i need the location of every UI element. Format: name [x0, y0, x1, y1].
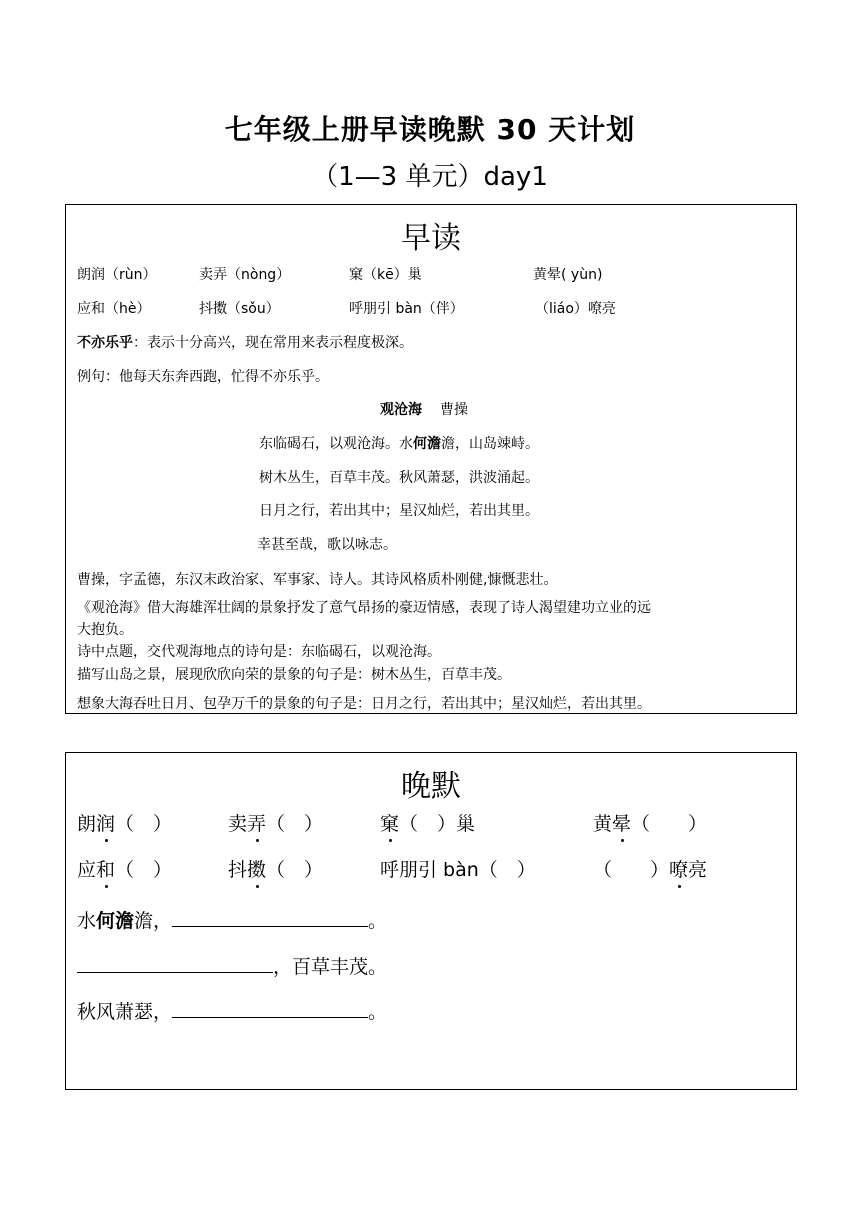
- dictation-item: 应和（ ）: [77, 855, 172, 882]
- fill-blank-line: 秋风萧瑟， 。: [77, 1001, 388, 1023]
- poem-line: 东临碣石，以观沧海。水何澹澹，山岛竦峙。: [259, 436, 539, 452]
- dictation-item: （ ）嘹亮: [593, 855, 707, 882]
- dictation-item: 窠（ ）巢: [380, 809, 475, 836]
- poem-line: 幸甚至哉，歌以咏志。: [257, 537, 397, 553]
- note-line: 想象大海吞吐日月、包孕万千的景象的句子是：日月之行，若出其中；星汉灿烂，若出其里。: [77, 696, 651, 712]
- dictation-item: 抖擞（ ）: [228, 855, 323, 882]
- note-line: 曹操，字孟德，东汉末政治家、军事家、诗人。其诗风格质朴刚健,慷慨悲壮。: [77, 572, 558, 588]
- idiom-def: ：表示十分高兴，现在常用来表示程度极深。: [133, 335, 413, 351]
- dictation-item: 呼朋引 bàn（ ）: [380, 859, 536, 881]
- dictation-item: 黄晕（ ）: [593, 809, 707, 836]
- evening-dictation-box: [65, 752, 797, 1090]
- fill-blank-line: ，百草丰茂。: [77, 952, 387, 979]
- poem-line: 日月之行，若出其中；星汉灿烂，若出其里。: [259, 503, 539, 519]
- morning-reading-box: [65, 204, 797, 714]
- vocab-item: 抖擞（sǒu）: [199, 301, 280, 317]
- poem-heading: [380, 399, 468, 419]
- poem-author: 曹操: [440, 402, 468, 418]
- dictation-item: 朗润（ ）: [77, 809, 172, 836]
- evening-heading: 晚默: [401, 769, 461, 804]
- answer-blank[interactable]: [77, 954, 273, 973]
- idiom-definition: [77, 332, 413, 352]
- dictation-item: 卖弄（ ）: [228, 809, 323, 836]
- poem-line: 树木丛生，百草丰茂。秋风萧瑟，洪波涌起。: [259, 470, 539, 486]
- page-subtitle: （1—3 单元）day1: [312, 162, 548, 192]
- note-line: 诗中点题，交代观海地点的诗句是：东临碣石，以观沧海。: [77, 644, 441, 660]
- vocab-item: 呼朋引 bàn（伴）: [349, 301, 464, 317]
- vocab-item: 黄晕( yùn): [533, 267, 603, 283]
- page-title: 七年级上册早读晚默 30 天计划: [224, 113, 636, 146]
- vocab-item: 窠（kē）巢: [349, 267, 422, 283]
- poem-title: 观沧海: [380, 402, 422, 418]
- vocab-item: 朗润（rùn）: [77, 267, 157, 283]
- vocab-item: 卖弄（nòng）: [199, 267, 291, 283]
- idiom-term: 不亦乐乎: [77, 335, 133, 351]
- note-line: 《观沧海》借大海雄浑壮阔的景象抒发了意气昂扬的豪迈情感，表现了诗人渴望建功立业的远: [77, 600, 651, 616]
- morning-heading: 早读: [401, 221, 461, 256]
- vocab-item: 应和（hè）: [77, 301, 151, 317]
- vocab-item: （liáo）嘹亮: [535, 301, 616, 317]
- idiom-example: 例句：他每天东奔西跑，忙得不亦乐乎。: [77, 369, 329, 385]
- answer-blank[interactable]: [172, 999, 368, 1018]
- note-line: 描写山岛之景，展现欣欣向荣的景象的句子是：树木丛生，百草丰茂。: [77, 667, 511, 683]
- fill-blank-line: 水何澹澹， 。: [77, 910, 388, 932]
- note-line: 大抱负。: [77, 622, 133, 638]
- answer-blank[interactable]: [172, 908, 368, 927]
